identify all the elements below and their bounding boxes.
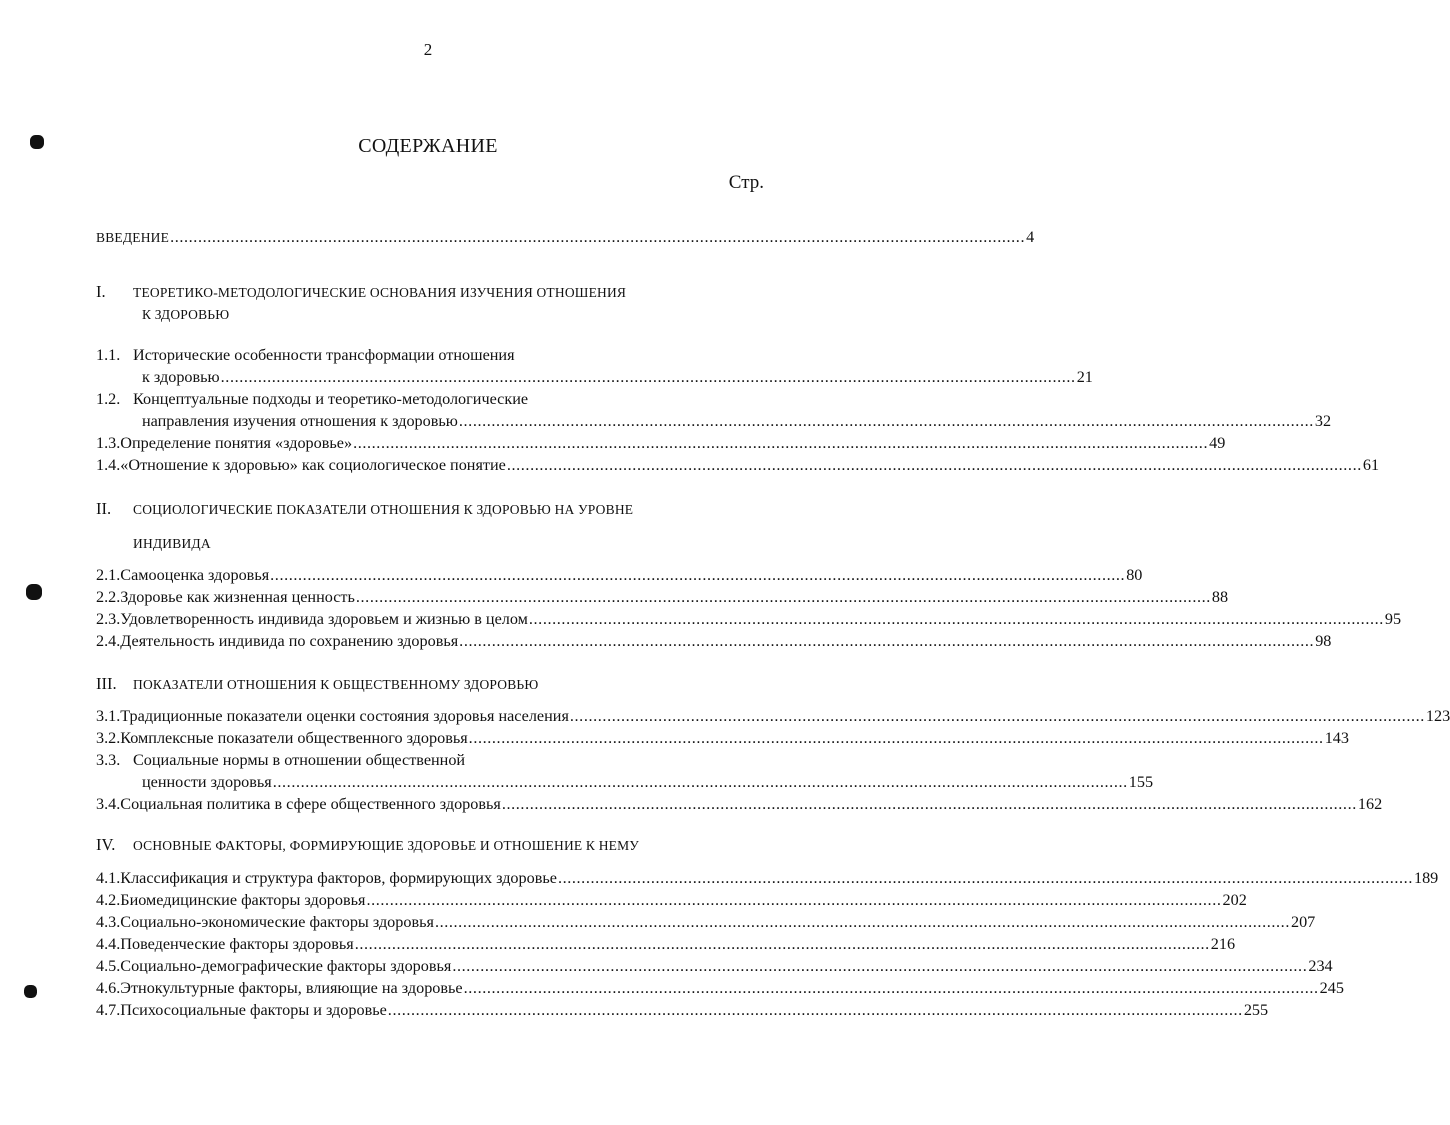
leader-dots: ........................................................................................................................................................................................ <box>272 773 1128 791</box>
toc-entry-num: 2.1. <box>96 566 121 584</box>
toc-entry-label-cont: ценности здоровья <box>142 773 272 791</box>
toc-entry-page: 207 <box>1290 913 1316 931</box>
toc-entry-label: Традиционные показатели оценки состояния здоровья населения <box>120 707 569 725</box>
part-heading-cont <box>96 304 787 324</box>
scan-speck <box>24 985 37 998</box>
toc-entry[interactable] <box>96 432 1226 454</box>
toc-entry[interactable] <box>96 999 1269 1021</box>
toc-entry-num: 2.2. <box>96 588 121 606</box>
toc-entry-num: 1.3. <box>96 434 121 452</box>
toc-entry-label: Этнокультурные факторы, влияющие на здоровье <box>120 979 463 997</box>
part-roman: II. <box>96 499 112 518</box>
toc-entry-num: 3.4. <box>96 795 121 813</box>
toc-entry[interactable] <box>96 749 1154 793</box>
part-title: ПОКАЗАТЕЛИ ОТНОШЕНИЯ К ОБЩЕСТВЕННОМУ ЗДОРОВЬЮ <box>133 677 539 692</box>
toc-entry-label: Классификация и структура факторов, формирующих здоровье <box>120 869 557 887</box>
toc-entry-label: Поведенческие факторы здоровья <box>120 935 354 953</box>
toc-entry-page: 234 <box>1308 957 1333 975</box>
toc-entry-page: 155 <box>1128 773 1154 791</box>
toc-entry-label: Социальные нормы в отношении общественной <box>133 751 466 769</box>
part-heading <box>96 674 741 694</box>
toc-entry-num: 4.6. <box>96 979 121 997</box>
leader-dots: ........................................................................................................................................................................................ <box>366 891 1222 909</box>
toc-entry-label: Исторические особенности трансформации отношения <box>133 346 515 364</box>
toc-entry[interactable] <box>96 344 1093 388</box>
toc-entry-label: Психосоциальные факторы и здоровье <box>120 1001 387 1019</box>
toc-entry[interactable] <box>96 977 1344 999</box>
toc-entry[interactable] <box>96 388 1332 432</box>
toc-entry-num: 2.4. <box>96 632 121 650</box>
part-title-cont: К ЗДОРОВЬЮ <box>142 307 230 322</box>
scan-speck <box>26 584 42 600</box>
toc-entry-intro[interactable] <box>96 226 1035 249</box>
toc-entry[interactable] <box>96 586 1229 608</box>
toc-entry-page: 216 <box>1210 935 1236 953</box>
toc-entry-label-cont: направления изучения отношения к здоровью <box>142 412 458 430</box>
toc-entry[interactable] <box>96 727 1349 749</box>
toc-entry-page: 61 <box>1362 456 1380 474</box>
toc-entry-label: Удовлетворенность индивида здоровьем и жизнью в целом <box>120 610 528 628</box>
toc-entry-page: 245 <box>1319 979 1344 997</box>
toc-entry-num: 4.7. <box>96 1001 121 1019</box>
part-title: ОСНОВНЫЕ ФАКТОРЫ, ФОРМИРУЮЩИЕ ЗДОРОВЬЕ И ОТНОШЕНИЕ К НЕМУ <box>133 838 640 853</box>
toc-entry-label: Концептуальные подходы и теоретико-методологические <box>133 390 529 408</box>
part-title: ТЕОРЕТИКО-МЕТОДОЛОГИЧЕСКИЕ ОСНОВАНИЯ ИЗУЧЕНИЯ ОТНОШЕНИЯ <box>133 285 627 300</box>
toc-entry-label: Биомедицинские факторы здоровья <box>120 891 366 909</box>
leader-dots: ........................................................................................................................................................................................ <box>170 228 1026 246</box>
part-heading-cont <box>96 533 778 553</box>
leader-dots: ........................................................................................................................................................................................ <box>528 610 1384 628</box>
part-heading <box>96 835 741 855</box>
page-number: 2 <box>423 40 433 59</box>
leader-dots: ........................................................................................................................................................................................ <box>459 632 1315 650</box>
leader-dots: ........................................................................................................................................................................................ <box>220 368 1076 386</box>
leader-dots: ........................................................................................................................................................................................ <box>270 566 1126 584</box>
toc-entry-page: 32 <box>1314 412 1332 430</box>
toc-entry-num: 4.5. <box>96 957 121 975</box>
toc-entry-num: 1.2. <box>96 390 121 408</box>
leader-dots: ........................................................................................................................................................................................ <box>354 935 1210 953</box>
leader-dots: ........................................................................................................................................................................................ <box>452 957 1308 975</box>
toc-entry-num: 4.2. <box>96 891 121 909</box>
toc-entry-label: Самооценка здоровья <box>120 566 270 584</box>
leader-dots: ........................................................................................................................................................................................ <box>501 795 1357 813</box>
toc-entry-page: 202 <box>1222 891 1247 909</box>
toc-entry[interactable] <box>96 911 1316 933</box>
page-column-header: Стр. <box>728 172 764 193</box>
part-heading <box>96 499 741 519</box>
leader-dots: ........................................................................................................................................................................................ <box>355 588 1211 606</box>
part-heading <box>96 282 741 302</box>
leader-dots: ........................................................................................................................................................................................ <box>353 434 1209 452</box>
part-title-cont: ИНДИВИДА <box>133 536 211 551</box>
toc-entry-label: ВВЕДЕНИЕ <box>96 230 170 245</box>
toc-entry[interactable] <box>96 705 1450 727</box>
toc-entry-num: 4.1. <box>96 869 121 887</box>
toc-entry-label-cont: к здоровью <box>142 368 220 386</box>
toc-entry[interactable] <box>96 608 1402 630</box>
leader-dots: ........................................................................................................................................................................................ <box>468 729 1324 747</box>
leader-dots: ........................................................................................................................................................................................ <box>569 707 1425 725</box>
toc-entry-page: 21 <box>1076 368 1093 386</box>
toc-entry-num: 1.1. <box>96 346 121 364</box>
toc-entry-num: 3.3. <box>96 751 121 769</box>
toc-title: СОДЕРЖАНИЕ <box>358 135 498 157</box>
leader-dots: ........................................................................................................................................................................................ <box>387 1001 1243 1019</box>
toc-entry[interactable] <box>96 889 1247 911</box>
leader-dots: ........................................................................................................................................................................................ <box>458 412 1314 430</box>
leader-dots: ........................................................................................................................................................................................ <box>434 913 1290 931</box>
toc-entry-page: 255 <box>1243 1001 1269 1019</box>
toc-entry-label: Социально-экономические факторы здоровья <box>120 913 434 931</box>
toc-entry[interactable] <box>96 630 1332 652</box>
toc-entry-page: 88 <box>1211 588 1229 606</box>
toc-entry[interactable] <box>96 564 1143 586</box>
toc-entry-page: 189 <box>1413 869 1439 887</box>
toc-entry-page: 123 <box>1425 707 1450 725</box>
toc-entry-page: 80 <box>1126 566 1143 584</box>
toc-entry-label: Определение понятия «здоровье» <box>120 434 353 452</box>
toc-entry-label: Социальная политика в сфере общественного здоровья <box>120 795 501 813</box>
toc-entry[interactable] <box>96 454 1380 476</box>
toc-entry-num: 3.1. <box>96 707 121 725</box>
toc-entry-label: Деятельность индивида по сохранению здоровья <box>120 632 459 650</box>
toc-entry-page: 143 <box>1324 729 1349 747</box>
part-title: СОЦИОЛОГИЧЕСКИЕ ПОКАЗАТЕЛИ ОТНОШЕНИЯ К ЗДОРОВЬЮ НА УРОВНЕ <box>133 502 634 517</box>
toc-entry-page: 4 <box>1026 228 1035 246</box>
toc-entry-label: Комплексные показатели общественного здоровья <box>120 729 468 747</box>
leader-dots: ........................................................................................................................................................................................ <box>557 869 1413 887</box>
toc-entry-label: «Отношение к здоровью» как социологическое понятие <box>120 456 506 474</box>
toc-entry-page: 98 <box>1315 632 1332 650</box>
part-roman: III. <box>96 674 117 693</box>
toc-entry-page: 95 <box>1384 610 1402 628</box>
part-roman: IV. <box>96 835 116 854</box>
toc-entry-num: 3.2. <box>96 729 121 747</box>
toc-entry-num: 4.3. <box>96 913 121 931</box>
toc-entry-page: 162 <box>1357 795 1383 813</box>
toc-entry-label: Социально-демографические факторы здоровья <box>120 957 452 975</box>
toc-entry-page: 49 <box>1209 434 1226 452</box>
scan-speck <box>30 135 44 149</box>
toc-entry-label: Здоровье как жизненная ценность <box>120 588 355 606</box>
toc-entry[interactable] <box>96 867 1439 889</box>
part-roman: I. <box>96 282 106 301</box>
toc-entry[interactable] <box>96 955 1333 977</box>
toc-entry[interactable] <box>96 793 1383 815</box>
toc-entry[interactable] <box>96 933 1236 955</box>
toc-entry-num: 2.3. <box>96 610 121 628</box>
leader-dots: ........................................................................................................................................................................................ <box>463 979 1319 997</box>
toc-entry-num: 1.4. <box>96 456 121 474</box>
leader-dots: ........................................................................................................................................................................................ <box>506 456 1362 474</box>
toc-entry-num: 4.4. <box>96 935 121 953</box>
